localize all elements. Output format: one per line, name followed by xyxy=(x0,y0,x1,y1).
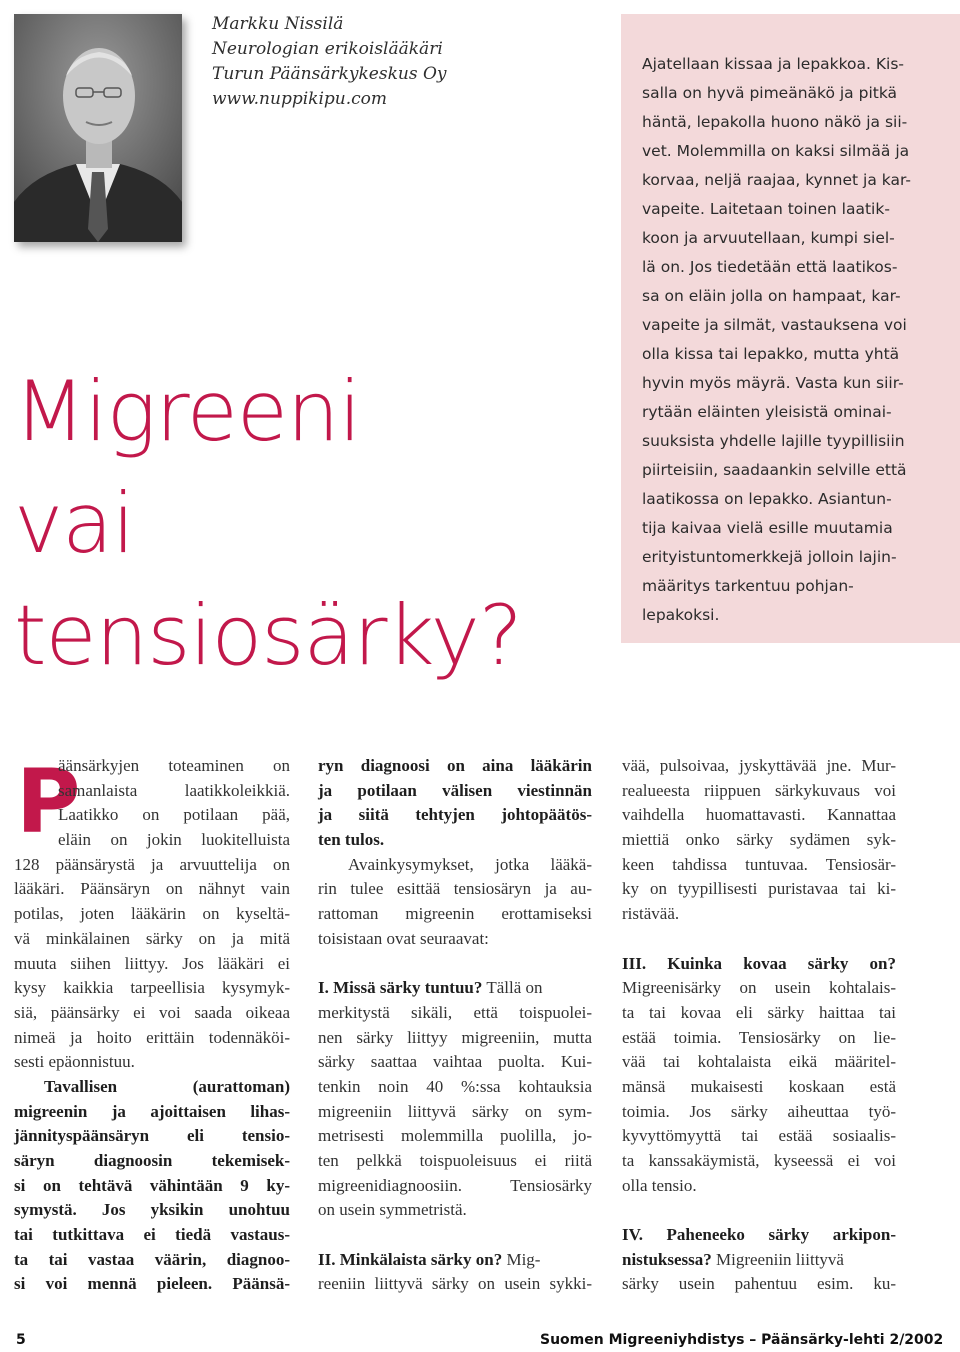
intro-line: häntä, lepakolla huono näkö ja sii- xyxy=(642,113,908,131)
title-line: Migreeni xyxy=(14,363,361,460)
intro-line: sa on eläin jolla on hampaat, kar- xyxy=(642,287,901,305)
intro-line: lepakoksi. xyxy=(642,606,720,624)
body-column-2 xyxy=(318,754,592,1297)
body-line: muuta siihen liittyy. Jos lääkäri ei xyxy=(14,953,290,973)
intro-line: piirteisiin, saadaankin selville että xyxy=(642,461,907,479)
body-line: potilas, joten lääkärin on kyseltä- xyxy=(14,904,290,924)
bold-line: ja potilaan välisen viestinnän xyxy=(318,780,592,800)
body-line: Migreenisärky on usein kohtalais- xyxy=(622,978,896,998)
body-line: särky saattaa vaihtaa puolta. Kui- xyxy=(318,1052,592,1072)
bold-line: si voi mennä pieleen. Päänsä- xyxy=(14,1274,290,1294)
intro-line: erityistuntomerkkejä jolloin lajin- xyxy=(642,548,897,566)
body-line: keen tahdissa tuntuvaa. Tensiosär- xyxy=(622,854,896,874)
body-text: Mig- xyxy=(502,1249,541,1269)
drop-cap: P xyxy=(16,750,81,853)
body-line: vaihdella huomattavasti. Kannattaa xyxy=(622,805,896,825)
publication-footer: Suomen Migreeniyhdistys – Päänsärky-lehti 2/2002 xyxy=(540,1332,944,1348)
author-website: www.nuppikipu.com xyxy=(212,89,387,109)
body-line: nimeä ja hoito erittäin todennäköi- xyxy=(14,1027,290,1047)
body-line: siä, päänsärky ei voi saada oikeaa xyxy=(14,1002,290,1022)
body-line: rattoman migreenin erottamiseksi xyxy=(318,904,592,924)
author-info xyxy=(212,12,447,112)
body-line: estää toimia. Tensiosärky on lie- xyxy=(622,1027,896,1047)
page-number: 5 xyxy=(16,1332,26,1348)
intro-line: vapeite ja silmät, vastauksena voi xyxy=(642,316,907,334)
bold-line: jännityspäänsäryn eli tensio- xyxy=(14,1126,290,1146)
body-line: metrisesti molemmilla puolilla, jo- xyxy=(318,1126,592,1146)
body-line: ten pelkkä toispuoleisuus ei riitä xyxy=(318,1151,592,1170)
body-line: migreenidiagnoosiin. Tensiosärky xyxy=(318,1175,592,1195)
body-line: reeniin liittyvä särky on usein sykki- xyxy=(318,1274,592,1294)
question-4-heading-cont: nistuksessa? xyxy=(622,1249,712,1269)
bold-line: symystä. Jos yksikin unohtuu xyxy=(14,1200,290,1220)
body-line: miettiä onko särky sydämen syk- xyxy=(622,830,896,850)
bold-line: si on tehtävä vähintään 9 ky- xyxy=(14,1175,290,1195)
intro-line: lä on. Jos tiedetään että laatikos- xyxy=(642,258,898,276)
intro-line: olla kissa tai lepakko, mutta yhtä xyxy=(642,345,900,363)
bold-line: Tavallisen (aurattoman) xyxy=(44,1076,290,1096)
bold-line: ta tai vastaa väärin, diagnoo- xyxy=(14,1249,290,1269)
author-organization: Turun Päänsärkykeskus Oy xyxy=(212,64,447,84)
body-line: migreeniin liittyvä särky on sym- xyxy=(318,1101,592,1121)
body-line: ta tai kovaa eli särky haittaa tai xyxy=(622,1002,896,1022)
bold-line: ryn diagnoosi on aina lääkärin xyxy=(318,756,592,775)
body-line: Avainkysymykset, jotka lääkä- xyxy=(348,854,592,874)
body-line: kysy kaikkia tarpeellisia kysymyk- xyxy=(14,978,290,998)
intro-line: tija kaivaa vielä esille muutamia xyxy=(642,519,893,537)
body-line: olla tensio. xyxy=(622,1175,697,1195)
body-line: vää, pulsoivaa, jyskyttävää jne. Mur- xyxy=(622,756,896,775)
body-column-1 xyxy=(14,750,290,1297)
body-text: Tällä on xyxy=(482,978,543,998)
question-4-second-line xyxy=(622,1248,896,1273)
body-line: kyvyttömyyttä tai estää sosiaalis- xyxy=(622,1126,896,1146)
question-2-heading: II. Minkälaista särky on? xyxy=(318,1249,503,1269)
intro-line: määritys tarkentuu pohjan- xyxy=(642,577,854,595)
bold-line: säryn diagnoosin tekemisek- xyxy=(14,1151,290,1170)
body-line: realueesta riippuen särkykuvaus voi xyxy=(622,780,896,800)
question-2-first-line xyxy=(318,1248,592,1273)
bold-line: ten tulos. xyxy=(318,830,385,850)
intro-line: korvaa, neljä raajaa, kynnet ja kar- xyxy=(642,171,911,189)
body-line: ta kanssakäymistä, kyseessä ei voi xyxy=(622,1151,896,1170)
intro-line: hyvin myös mäyrä. Vasta kun siir- xyxy=(642,374,904,392)
intro-line: koon ja arvuutellaan, kumpi siel- xyxy=(642,229,895,247)
body-line: Laatikko on potilaan pää, xyxy=(58,805,290,825)
intro-text xyxy=(642,50,942,630)
intro-line: Ajatellaan kissaa ja lepakkoa. Kis- xyxy=(642,55,905,73)
body-line: rin tulee esittää tensiosäryn ja au- xyxy=(318,879,592,899)
bold-line: ja siitä tehtyjen johtopäätös- xyxy=(318,805,592,825)
question-4-heading: IV. Paheneeko särky arkipon- xyxy=(622,1225,896,1245)
intro-line: vet. Molemmilla on kaksi silmää ja xyxy=(642,142,910,160)
intro-line: laatikossa on lepakko. Asiantun- xyxy=(642,490,892,508)
title-line: vai xyxy=(14,475,135,572)
body-line: sesti epäonnistuu. xyxy=(14,1052,135,1072)
author-title: Neurologian erikoislääkäri xyxy=(212,39,443,59)
body-line: samanlaista laatikkoleikkiä. xyxy=(58,780,290,800)
body-line: toisistaan ovat seuraavat: xyxy=(318,928,489,948)
body-line: ky on tyypillisesti puristavaa tai ki- xyxy=(622,879,896,899)
author-photo xyxy=(14,14,182,242)
title-line: tensiosärky? xyxy=(14,587,522,684)
body-line: äänsärkyjen toteaminen on xyxy=(58,756,290,775)
intro-line: vapeite. Laitetaan toinen laatik- xyxy=(642,200,890,218)
question-1-heading: I. Missä särky tuntuu? xyxy=(318,978,483,998)
question-1-first-line xyxy=(318,976,592,1001)
body-line: vää tai kohtalaista eikä määritel- xyxy=(622,1052,896,1072)
body-text: Migreeniin liittyvä xyxy=(711,1249,844,1269)
body-line: särky usein pahentuu esim. ku- xyxy=(622,1274,896,1294)
body-line: toimia. Jos särky aiheuttaa työ- xyxy=(622,1101,896,1121)
body-column-3 xyxy=(622,754,896,1297)
body-line: merkitystä sikäli, että toispuolei- xyxy=(318,1002,592,1022)
bold-line: migreenin ja ajoittaisen lihas- xyxy=(14,1101,290,1121)
intro-line: suuksista yhdelle lajille tyypillisiin xyxy=(642,432,905,450)
author-name: Markku Nissilä xyxy=(212,14,344,34)
body-line: vä minkälainen särky on ja mitä xyxy=(14,928,290,948)
body-line: 128 päänsärystä ja arvuuttelija on xyxy=(14,854,290,874)
intro-line: salla on hyvä pimeänäkö ja pitkä xyxy=(642,84,898,102)
question-3-heading: III. Kuinka kovaa särky on? xyxy=(622,953,896,973)
body-line: lääkäri. Päänsäryn on nähnyt vain xyxy=(14,879,290,899)
body-line: tenkin noin 40 %:ssa kohtauksia xyxy=(318,1076,592,1096)
bold-line: tai tutkittava ei tiedä vastaus- xyxy=(14,1225,290,1245)
article-title xyxy=(14,356,522,692)
author-portrait-image xyxy=(14,14,182,242)
body-line: nen särky liittyy migreeniin, mutta xyxy=(318,1027,592,1047)
body-line: mänsä mukaisesti koskaan estä xyxy=(622,1076,896,1096)
intro-line: rytään eläinten yleisistä ominai- xyxy=(642,403,892,421)
body-line: eläin on jokin luokitelluista xyxy=(58,830,290,850)
body-line: on usein symmetristä. xyxy=(318,1200,467,1220)
body-line: ristävää. xyxy=(622,904,680,924)
